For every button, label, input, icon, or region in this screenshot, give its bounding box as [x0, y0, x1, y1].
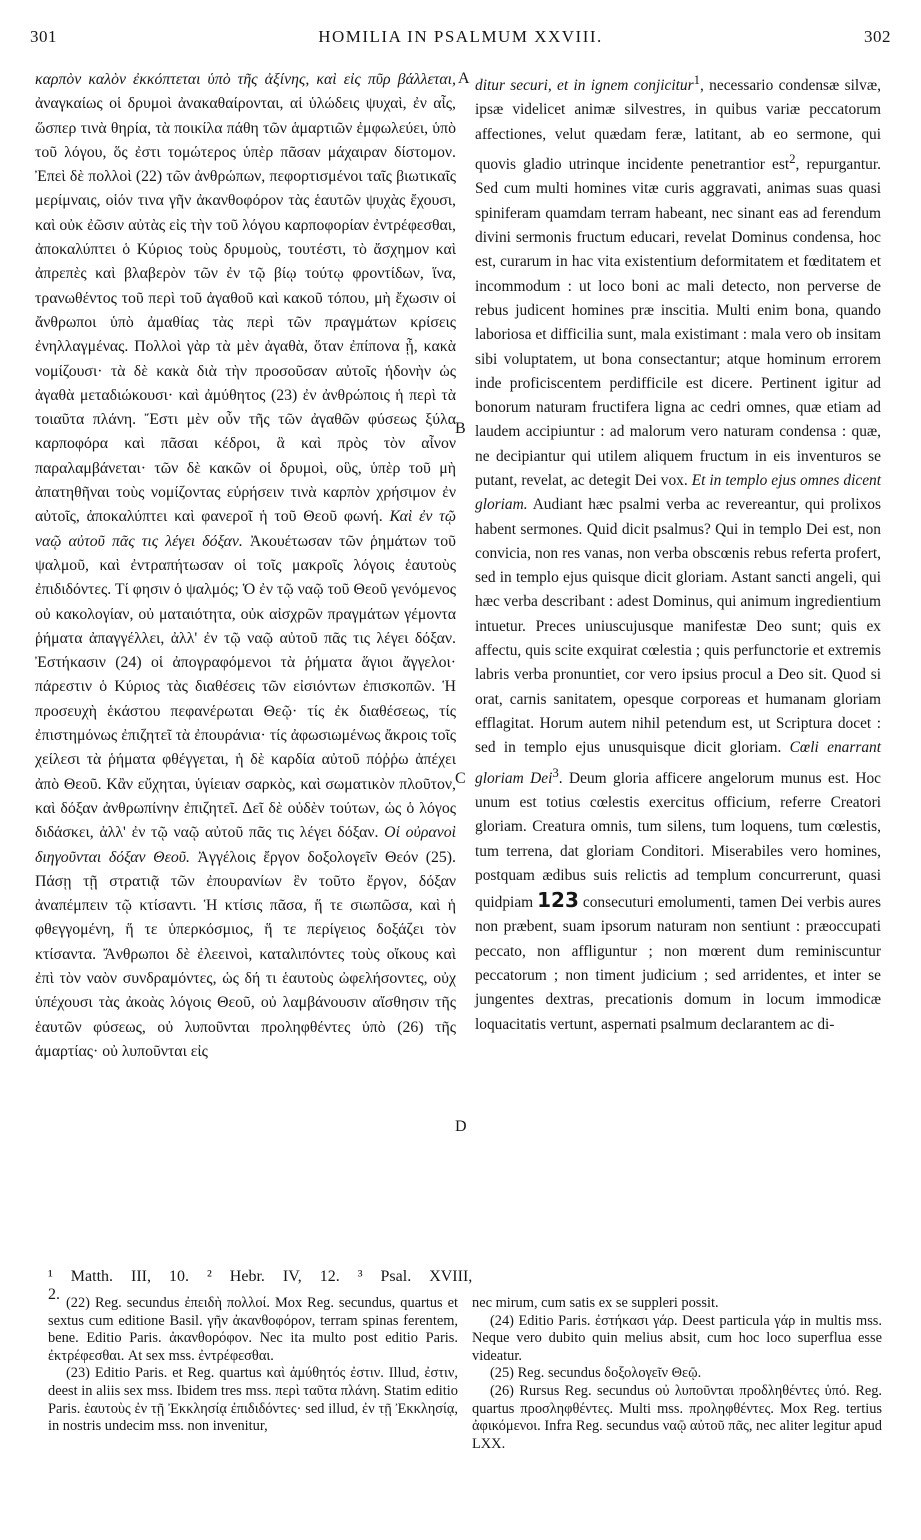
greek-quote-2: Καὶ ἐν τῷ ναῷ αὐτοῦ πᾶς τις λέγει δόξαν. [35, 508, 456, 550]
column-number: 123 [537, 888, 579, 913]
notes-left [48, 1295, 458, 1436]
greek-quote-1: καρπὸν καλὸν ἐκκόπτεται ὑπὸ τῆς ἀξίνης, καὶ εἰς πῦρ βάλλεται, [35, 71, 456, 88]
note-23-continued: nec mirum, cum satis ex se suppleri possit. [472, 1295, 719, 1311]
note-22: (22) Reg. secundus ἐπειδὴ πολλοί. Mox Reg. secundus, quartus et sextus cum editione Basil. γῆν ἀκανθοφόρον, terram spinas ferentem, bene. Editio Paris. ἀκανθορόφον. Nec ita multo post editio Paris. ἐκτρέφεσθαι. At sex mss. ἐντρέφεσθαι. [48, 1295, 458, 1364]
note-25: (25) Reg. secundus δοξολογεῖν Θεῷ. [490, 1365, 702, 1382]
greek-text [35, 68, 456, 1064]
latin-text [475, 68, 881, 1037]
latin-body-1: , necessario condensæ silvæ, ipsæ videlicet animæ silvestres, in quibus variæ peccatorum affectiones, velut quædam feræ, latitant, ab eo sermone, qui quovis gladio utrinque incidente penetrantior est [475, 77, 881, 174]
latin-body-2: , repurgantur. Sed cum multi homines vitæ curis aggravati, animas suas quasi spiniferam quamdam terram habeant, nec sinant eas ad ferendum divini sermonis fructum educari, revelat Dominus condensa, hoc est, curarum in hac vita existentium deformitatem et fœditatem et incommodum : ut loco boni ac mali detecto, non perverse de rebus judicent homines præ inscitia. Multi enim bona, quando laboriosa et difficilia sunt, mala existimant : mala vero ob insitam sibi voluptatem, ut bona consectantur; atque hominum errorem inde proficiscentem perdifficile est dicere. Pertinent igitur ad bonorum naturam fructifera ligna ac cedri omnes, quæ etiam ad laudem accipiuntur : ad malorum vero naturam condensa : quæ, ne decipiantur qui utilem aliquem fructum in eis inventuros se putant, revelat, ac detegit Dei vox. [475, 156, 881, 489]
footnote-ref-2: 2 [789, 152, 796, 167]
latin-quote-1: ditur securi, et in ignem conjicitur [475, 77, 694, 95]
greek-body-1: ἀναγκαίως οἱ δρυμοὶ ἀνακαθαίρονται, αἱ ὑλώδεις ψυχαὶ, ἐν αἷς, ὥσπερ τινὰ θηρία, τὰ ποικίλα πάθη τῶν ἁμαρτιῶν ἐμφωλεύει, ὑπὸ τοῦ λόγου, ὅς ἐστι τομώτερος ὑπὲρ πᾶσαν μάχαιραν δίστομον. Ἐπεὶ δὲ πολλοὶ (22) τῶν ἀνθρώπων, πεφορτισμένοι ταῖς βιωτικαῖς μερίμναις, οἱόν τινα γῆν ἀκανθοφόρον τὰς ἑαυτῶν ψυχὰς ἔχουσι, καὶ οὐκ ἐῶσιν αὐτὰς εἰς τὴν τοῦ λόγου καρποφορίαν ἐντρέφεσθαι, ἀποκαλύπτει ὁ Κύριος τοὺς δρυμοὺς, τουτέστι, τὸ ἄσχημον καὶ ἀπρεπὲς καὶ βλαβερὸν τῶν ἐν τῷ βίῳ τούτῳ φροντίδων, ἵνα, τρανωθέντος τοῦ περὶ τοῦ ἀγαθοῦ καὶ κακοῦ τόπου, μὴ ἔχωσιν οἱ ἄνθρωποι ὑπὸ ἀμαθίας τὰς περὶ τῶν πραγμάτων κρίσεις ἐνηλλαγμένας. Πολλοὶ γὰρ τὰ μὲν ἀγαθὰ, ὅταν ἐπίπονα ᾖ, κακὰ νομίζουσι· τὰ δὲ κακὰ διὰ τὴν προσοῦσαν αὐτοῖς ἡδονὴν ὡς ἀγαθὰ μεταδιώκουσι· καὶ ἀμύθητος (23) ἐν ἀνθρώποις ἡ περὶ τὰ τοιαῦτα πλάνη. Ἔστι μὲν οὖν τῆς τῶν ἀγαθῶν φύσεως ξύλα καρποφόρα καὶ πᾶσαι κέδροι, ἃ καὶ πρὸς τὸν αἶνον παραλαμβάνεται· τῶν δὲ κακῶν οἱ δρυμοὶ, οὓς, ὑπὲρ τοῦ μὴ ἀπατηθῆναι τοὺς νομίζοντας εὑρήσειν τινὰ καρπὸν χρήσιμον ἐν αὐτοῖς, ἀποκαλύπτει καὶ φανεροῖ ἡ τοῦ Θεοῦ φωνή. [35, 95, 456, 526]
notes-right [472, 1295, 882, 1453]
note-23: (23) Editio Paris. et Reg. quartus καὶ ἀμύθητός ἐστιν. Illud, ἐστιν, deest in aliis sex mss. Ibidem tres mss. περὶ ταῦτα πλάνη. Statim editio Paris. ἑαυτοὺς ἐν τῇ Ἐκκλησίᾳ ἐπιδιδόντες· sed illud, ἐν τῇ Ἐκκλησίᾳ, in nostris undecim mss. non invenitur, [48, 1365, 458, 1435]
running-title: HOMILIA IN PSALMUM XXVIII. [318, 27, 603, 46]
latin-body-4: . Deum gloria afficere angelorum munus est. Hoc unum est totius cœlestis exercitus officium, referre Creatori gloriam. Creatura omnis, tum silens, tum loquens, tum cœlestis, tum terrena, dat gloriam Conditori. Miserabiles vero homines, postquam ædibus suis relictis ad templum concurrerunt, quasi quidpiam [475, 769, 881, 912]
latin-body-5: consecuturi emolumenti, tamen Dei verbis aures non præbent, suam ipsorum naturam non sentiunt : præoccupati peccato, non affliguntur ; non mœrent dum reminiscuntur peccatorum ; non timent judicium ; sed arridentes, et inter se jungentes dextras, precationis domum in locum immodicæ loquacitatis vertunt, aspernati psalmum declarantem ac di- [475, 894, 881, 1033]
latin-column [475, 68, 881, 1037]
margin-letter-b: B [455, 420, 466, 437]
page-number-right: 302 [864, 27, 891, 46]
latin-quote-2: Et in templo ejus omnes dicent gloriam. [475, 472, 881, 514]
note-26: (26) Rursus Reg. secundus οὐ λυποῦνται προδληθέντες ὑπό. Reg. quartus προσληφθέντες. Multi mss. προληφθέντες. Mox Reg. tertius ἀφικόμενοι. Infra Reg. secundus ναῷ αὐτοῦ πᾶς, nec aliter legitur apud LXX. [472, 1382, 882, 1452]
greek-quote-3: Οἱ οὐρανοὶ διηγοῦνται δόξαν Θεοῦ. [35, 824, 456, 866]
latin-quote-3: Cœli enarrant gloriam Dei [475, 739, 881, 787]
margin-letter-d: D [455, 1118, 467, 1135]
page-number-left: 301 [30, 27, 57, 46]
note-24: (24) Editio Paris. ἐστήκασι γάρ. Deest particula γάρ in multis mss. Neque vero dubito quin melius absit, cum hoc loco superflua esse videatur. [472, 1312, 882, 1364]
running-header [30, 27, 891, 51]
greek-body-3: Ἀγγέλοις ἔργον δοξολογεῖν Θεόν (25). Πάσῃ τῇ στρατιᾷ τῶν ἐπουρανίων ἓν τοῦτο ἔργον, δόξαν ἀναπέμπειν τῷ κτίσαντι. Ἡ κτίσις πᾶσα, ἥ τε σιωπῶσα, καὶ ἡ φθεγγομένη, ἥ τε ὑπερκόσμιος, ἥ τε περίγειος δοξάζει τὸν κτίσαντα. Ἄνθρωποι δὲ ἐλεεινοὶ, καταλιπόντες τοὺς οἴκους καὶ ἐπὶ τὸν ναὸν συνδραμόντες, ὡς δή τι ἑαυτοὺς ὠφελήσοντες, οὐχ ὑπέχουσι τὰς ἀκοὰς λόγοις Θεοῦ, οὐ λαμβάνουσιν αἴσθησιν τῆς ἑαυτῶν φύσεως, οὐ λυποῦνται προληφθέντες ὑπὸ (26) τῆς ἁμαρτίας· οὐ λυποῦνται εἰς [35, 848, 456, 1060]
margin-letter-a: A [458, 70, 470, 87]
footnote-ref-3: 3 [552, 765, 559, 780]
scripture-references: ¹ Matth. III, 10. ² Hebr. IV, 12. ³ Psal. XVIII, 2. [48, 1268, 473, 1303]
greek-body-2: Ἀκουέτωσαν τῶν ῥημάτων τοῦ ψαλμοῦ, καὶ ἐντραπήτωσαν οἱ τοῖς μακροῖς λόγοις ἑαυτοὺς ἐπιδιδόντες. Τί φησιν ὁ ψαλμός; Ὁ ἐν τῷ ναῷ τοῦ Θεοῦ γενόμενος οὐ κακολογίαν, οὐ ματαιότητα, οὐκ αἰσχρῶν πραγμάτων γέμοντα ῥήματα ἀπαγγέλλει, ἀλλ' ἐν τῷ ναῷ αὐτοῦ πᾶς τις λέγει δόξαν. Ἐστήκασιν (24) οἱ ἀπογραφόμενοι τὰ ῥήματα ἅγιοι ἄγγελοι· πάρεστιν ὁ Κύριος τὰς διαθέσεις τῶν εἰσιόντων ἐπισκοπῶν. Ἡ προσευχὴ ἑκάστου πεφανέρωται Θεῷ· τίς ἐκ διαθέσεως, τίς ἐπιστημόνως ἐπιζητεῖ τὰ ἐπουράνια· τίς ἀφωσιωμένως ἄκροις τοῖς χείλεσι τὰ ῥήματα φθέγγεται, ἡ δὲ καρδία αὐτοῦ πόῤῥω ἀπέχει ἀπὸ Θεοῦ. Κἂν εὔχηται, ὑγίειαν σαρκὸς, καὶ σωματικὸν πλοῦτον, καὶ δόξαν ἀνθρωπίνην ἐπιζητεῖ. Δεῖ δὲ οὐδὲν τούτων, ὡς ὁ λόγος διδάσκει, ἀλλ' ἐν τῷ ναῷ αὐτοῦ πᾶς τις λέγει δόξαν. [35, 532, 456, 842]
greek-column [35, 68, 456, 1064]
margin-letter-c: C [455, 770, 466, 787]
footnote-ref-1: 1 [693, 73, 700, 87]
latin-body-3: Audiant hæc psalmi verba ac revereantur, qui prolixos habent sermones. Quid dicit psalmus? Qui in templo Dei est, non convicia, non res vanas, non verba obscœnis rebus referta profert, sed in templo ejus quisque dicit gloriam. Astant sancti angeli, qui hæc verba describant : adest Dominus, qui animum ingredientium intuetur. Preces uniuscujusque manifestæ Deo sunt; quis ex affectu, quis scite exquirat cœlestia ; quis perfunctorie et extremis labris verba pronuntiet, cor vero ipsius procul a Deo sit. Quod si orat, carnis sanitatem, opesque corporeas et humanam gloriam efflagitat. Horum autem nihil petendum est, ut Scriptura docet : sed in templo ejus unusquisque dicit gloriam. [475, 496, 881, 757]
